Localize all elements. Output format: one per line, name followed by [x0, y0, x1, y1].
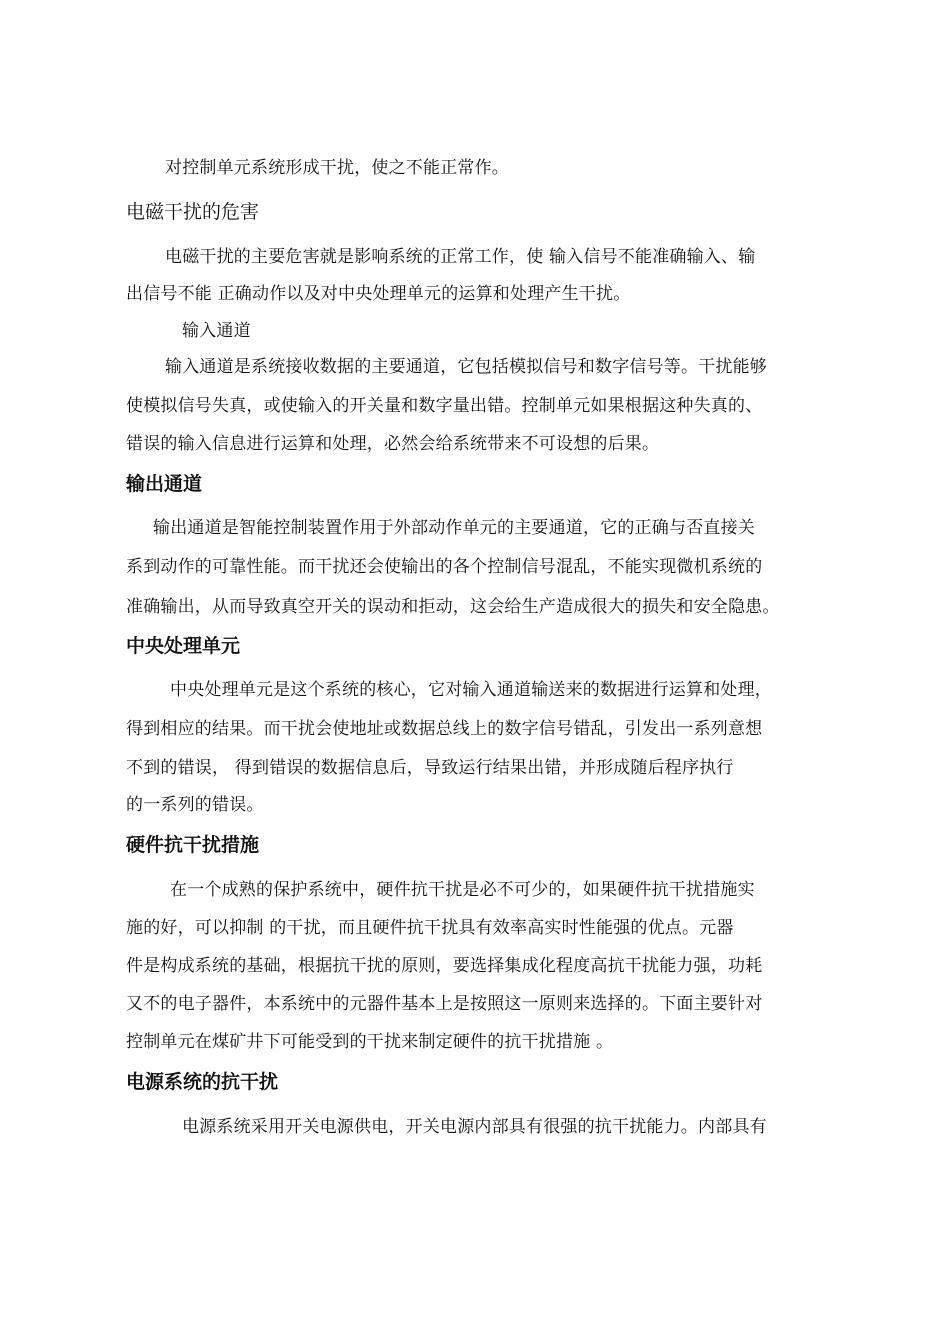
- paragraph-line: 电源系统采用开关电源供电，开关电源内部具有很强的抗干扰能力。内部具有: [182, 1117, 767, 1137]
- paragraph-line: 出信号不能 正确动作以及对中央处理单元的运算和处理产生干扰。: [126, 284, 631, 304]
- paragraph-line: 不到的错误， 得到错误的数据信息后，导致运行结果出错，并形成随后程序执行: [126, 758, 734, 778]
- paragraph-line: 对控制单元系统形成干扰，使之不能正常作。: [165, 158, 509, 178]
- paragraph-line: 输入通道是系统接收数据的主要通道，它包括模拟信号和数字信号等。干扰能够: [165, 357, 767, 377]
- paragraph-line: 控制单元在煤矿井下可能受到的干扰来制定硬件的抗干扰措施 。: [126, 1032, 614, 1052]
- paragraph-line: 施的好，可以抑制 的干扰，而且硬件抗干扰具有效率高实时性能强的优点。元器: [126, 918, 734, 938]
- paragraph-line: 中央处理单元是这个系统的核心，它对输入通道输送来的数据进行运算和处理，: [170, 680, 772, 700]
- paragraph-line: 使模拟信号失真，或使输入的开关量和数字量出错。控制单元如果根据这种失真的、: [126, 396, 763, 416]
- paragraph-line: 电磁干扰的主要危害就是影响系统的正常工作，使 输入信号不能准确输入、输: [165, 247, 756, 267]
- section-heading-emi-harm: 电磁干扰的危害: [126, 201, 260, 223]
- paragraph-line: 准确输出，从而导致真空开关的误动和拒动，这会给生产造成很大的损失和安全隐患。: [126, 597, 780, 617]
- paragraph-line: 得到相应的结果。而干扰会使地址或数据总线上的数字信号错乱，引发出一系列意想: [126, 719, 763, 739]
- paragraph-line: 系到动作的可靠性能。而干扰还会使输出的各个控制信号混乱，不能实现微机系统的: [126, 557, 763, 577]
- section-heading-hardware-anti-interference: 硬件抗干扰措施: [126, 834, 260, 856]
- paragraph-line: 错误的输入信息进行运算和处理，必然会给系统带来不可设想的后果。: [126, 434, 660, 454]
- paragraph-line: 输出通道是智能控制装置作用于外部动作单元的主要通道，它的正确与否直接关: [153, 518, 755, 538]
- paragraph-line: 的一系列的错误。: [126, 795, 264, 815]
- section-heading-power-system: 电源系统的抗干扰: [126, 1071, 279, 1093]
- paragraph-line: 件是构成系统的基础，根据抗干扰的原则，要选择集成化程度高抗干扰能力强，功耗: [126, 956, 763, 976]
- paragraph-line: 在一个成熟的保护系统中，硬件抗干扰是必不可少的，如果硬件抗干扰措施实: [170, 880, 755, 900]
- subsection-heading-input-channel: 输入通道: [182, 321, 251, 341]
- section-heading-cpu: 中央处理单元: [126, 635, 241, 657]
- paragraph-line: 又不的电子器件，本系统中的元器件基本上是按照这一原则来选择的。下面主要针对: [126, 994, 763, 1014]
- section-heading-output-channel: 输出通道: [126, 473, 203, 495]
